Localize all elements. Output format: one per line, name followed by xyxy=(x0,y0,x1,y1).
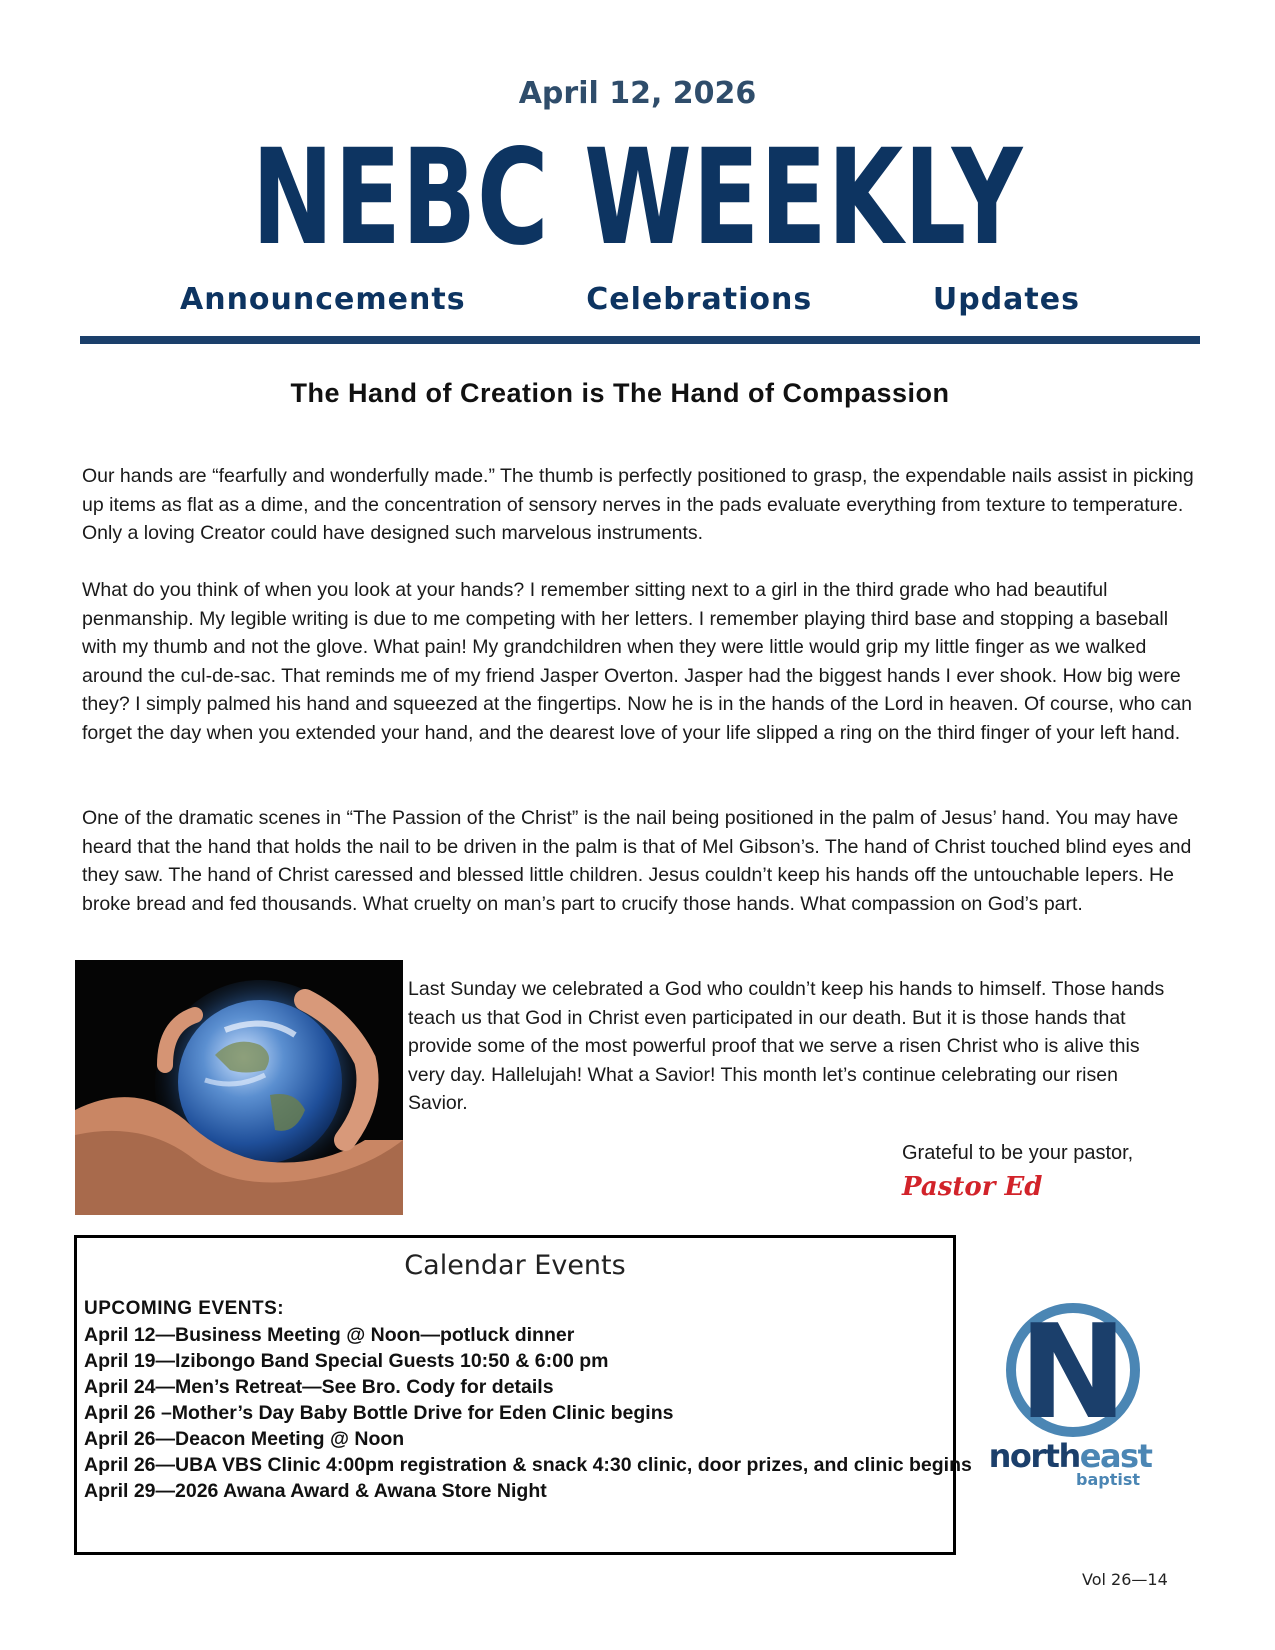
list-item: April 19—Izibongo Band Special Guests 10:50 & 6:00 pm xyxy=(84,1350,609,1372)
list-item: April 26—Deacon Meeting @ Noon xyxy=(84,1428,405,1450)
article-paragraph-4: Last Sunday we celebrated a God who couldn’t keep his hands to himself. Those hands teach us that God in Christ even participated in our death. But it is those hands that provide some of the most powerful proof that we serve a risen Christ who is alive this very day. Hallelujah! What a Savior! This month let’s continue celebrating our risen Savior. xyxy=(408,978,1165,1114)
article-paragraph-1: Our hands are “fearfully and wonderfully made.” The thumb is perfectly positioned to grasp, the expendable nails assist in picking up items as flat as a dime, and the concentration of sensory nerves in the pads evaluate everything from texture to temperature. Only a loving Creator could have designed such marvelous instruments. xyxy=(82,465,1194,544)
article-paragraph-2: What do you think of when you look at your hands? I remember sitting next to a girl in the third grade who had beautiful penmanship. My legible writing is due to me competing with her letters. I remember playing third base and stopping a baseball with my thumb and not the glove. What pain! My grandchildren when they were little would grip my little finger as we walked around the cul-de-sac. That reminds me of my friend Jasper Overton. Jasper had the biggest hands I ever shook. How big were they? I simply palmed his hand and squeezed at the fingertips. Now he is in the hands of the Lord in heaven. Of course, who can forget the day when you extended your hand, and the dearest love of your life slipped a ring on the third finger of your left hand. xyxy=(82,579,1193,744)
upcoming-events-heading: UPCOMING EVENTS: xyxy=(84,1298,285,1319)
volume-number: Vol 26—14 xyxy=(1082,1570,1168,1589)
issue-date: April 12, 2026 xyxy=(518,76,757,111)
list-item: April 26—UBA VBS Clinic 4:00pm registration & snack 4:30 clinic, door prizes, and clinic begins xyxy=(84,1454,972,1476)
calendar-events-box xyxy=(74,1235,972,1555)
svg-text:northeast: northeast xyxy=(990,1437,1152,1475)
header-divider xyxy=(80,336,1200,344)
northeast-baptist-logo xyxy=(990,1295,1155,1495)
article-paragraph-3: One of the dramatic scenes in “The Passion of the Christ” is the nail being positioned in the palm of Jesus’ hand. You may have heard that the hand that holds the nail to be driven in the palm is that of Mel Gibson’s. The hand of Christ touched blind eyes and they saw. The hand of Christ caressed and blessed little children. Jesus couldn’t keep his hands off the untouchable lepers. He broke bread and fed thousands. What cruelty on man’s part to crucify those hands. What compassion on God’s part. xyxy=(82,807,1192,915)
list-item: April 26 –Mother’s Day Baby Bottle Drive for Eden Clinic begins xyxy=(84,1402,674,1424)
hands-holding-globe-image xyxy=(75,960,403,1215)
list-item: April 29—2026 Awana Award & Awana Store Night xyxy=(84,1480,547,1502)
svg-text:baptist: baptist xyxy=(1075,1470,1140,1489)
masthead-title: NEBC WEEKLY xyxy=(251,121,1024,275)
tagline xyxy=(180,282,1080,317)
event-list xyxy=(84,1322,972,1504)
article-title: The Hand of Creation is The Hand of Compassion xyxy=(290,378,950,408)
svg-text:N: N xyxy=(1018,1296,1128,1448)
calendar-title: Calendar Events xyxy=(404,1250,626,1281)
tagline-updates: Updates xyxy=(932,282,1080,317)
list-item: April 24—Men’s Retreat—See Bro. Cody for details xyxy=(84,1376,554,1398)
pastor-signature: Pastor Ed xyxy=(902,1172,1043,1202)
list-item: April 12—Business Meeting @ Noon—potluck dinner xyxy=(84,1324,575,1346)
tagline-announcements: Announcements xyxy=(180,282,466,317)
tagline-celebrations: Celebrations xyxy=(586,282,813,317)
closing-line: Grateful to be your pastor, xyxy=(902,1142,1134,1164)
